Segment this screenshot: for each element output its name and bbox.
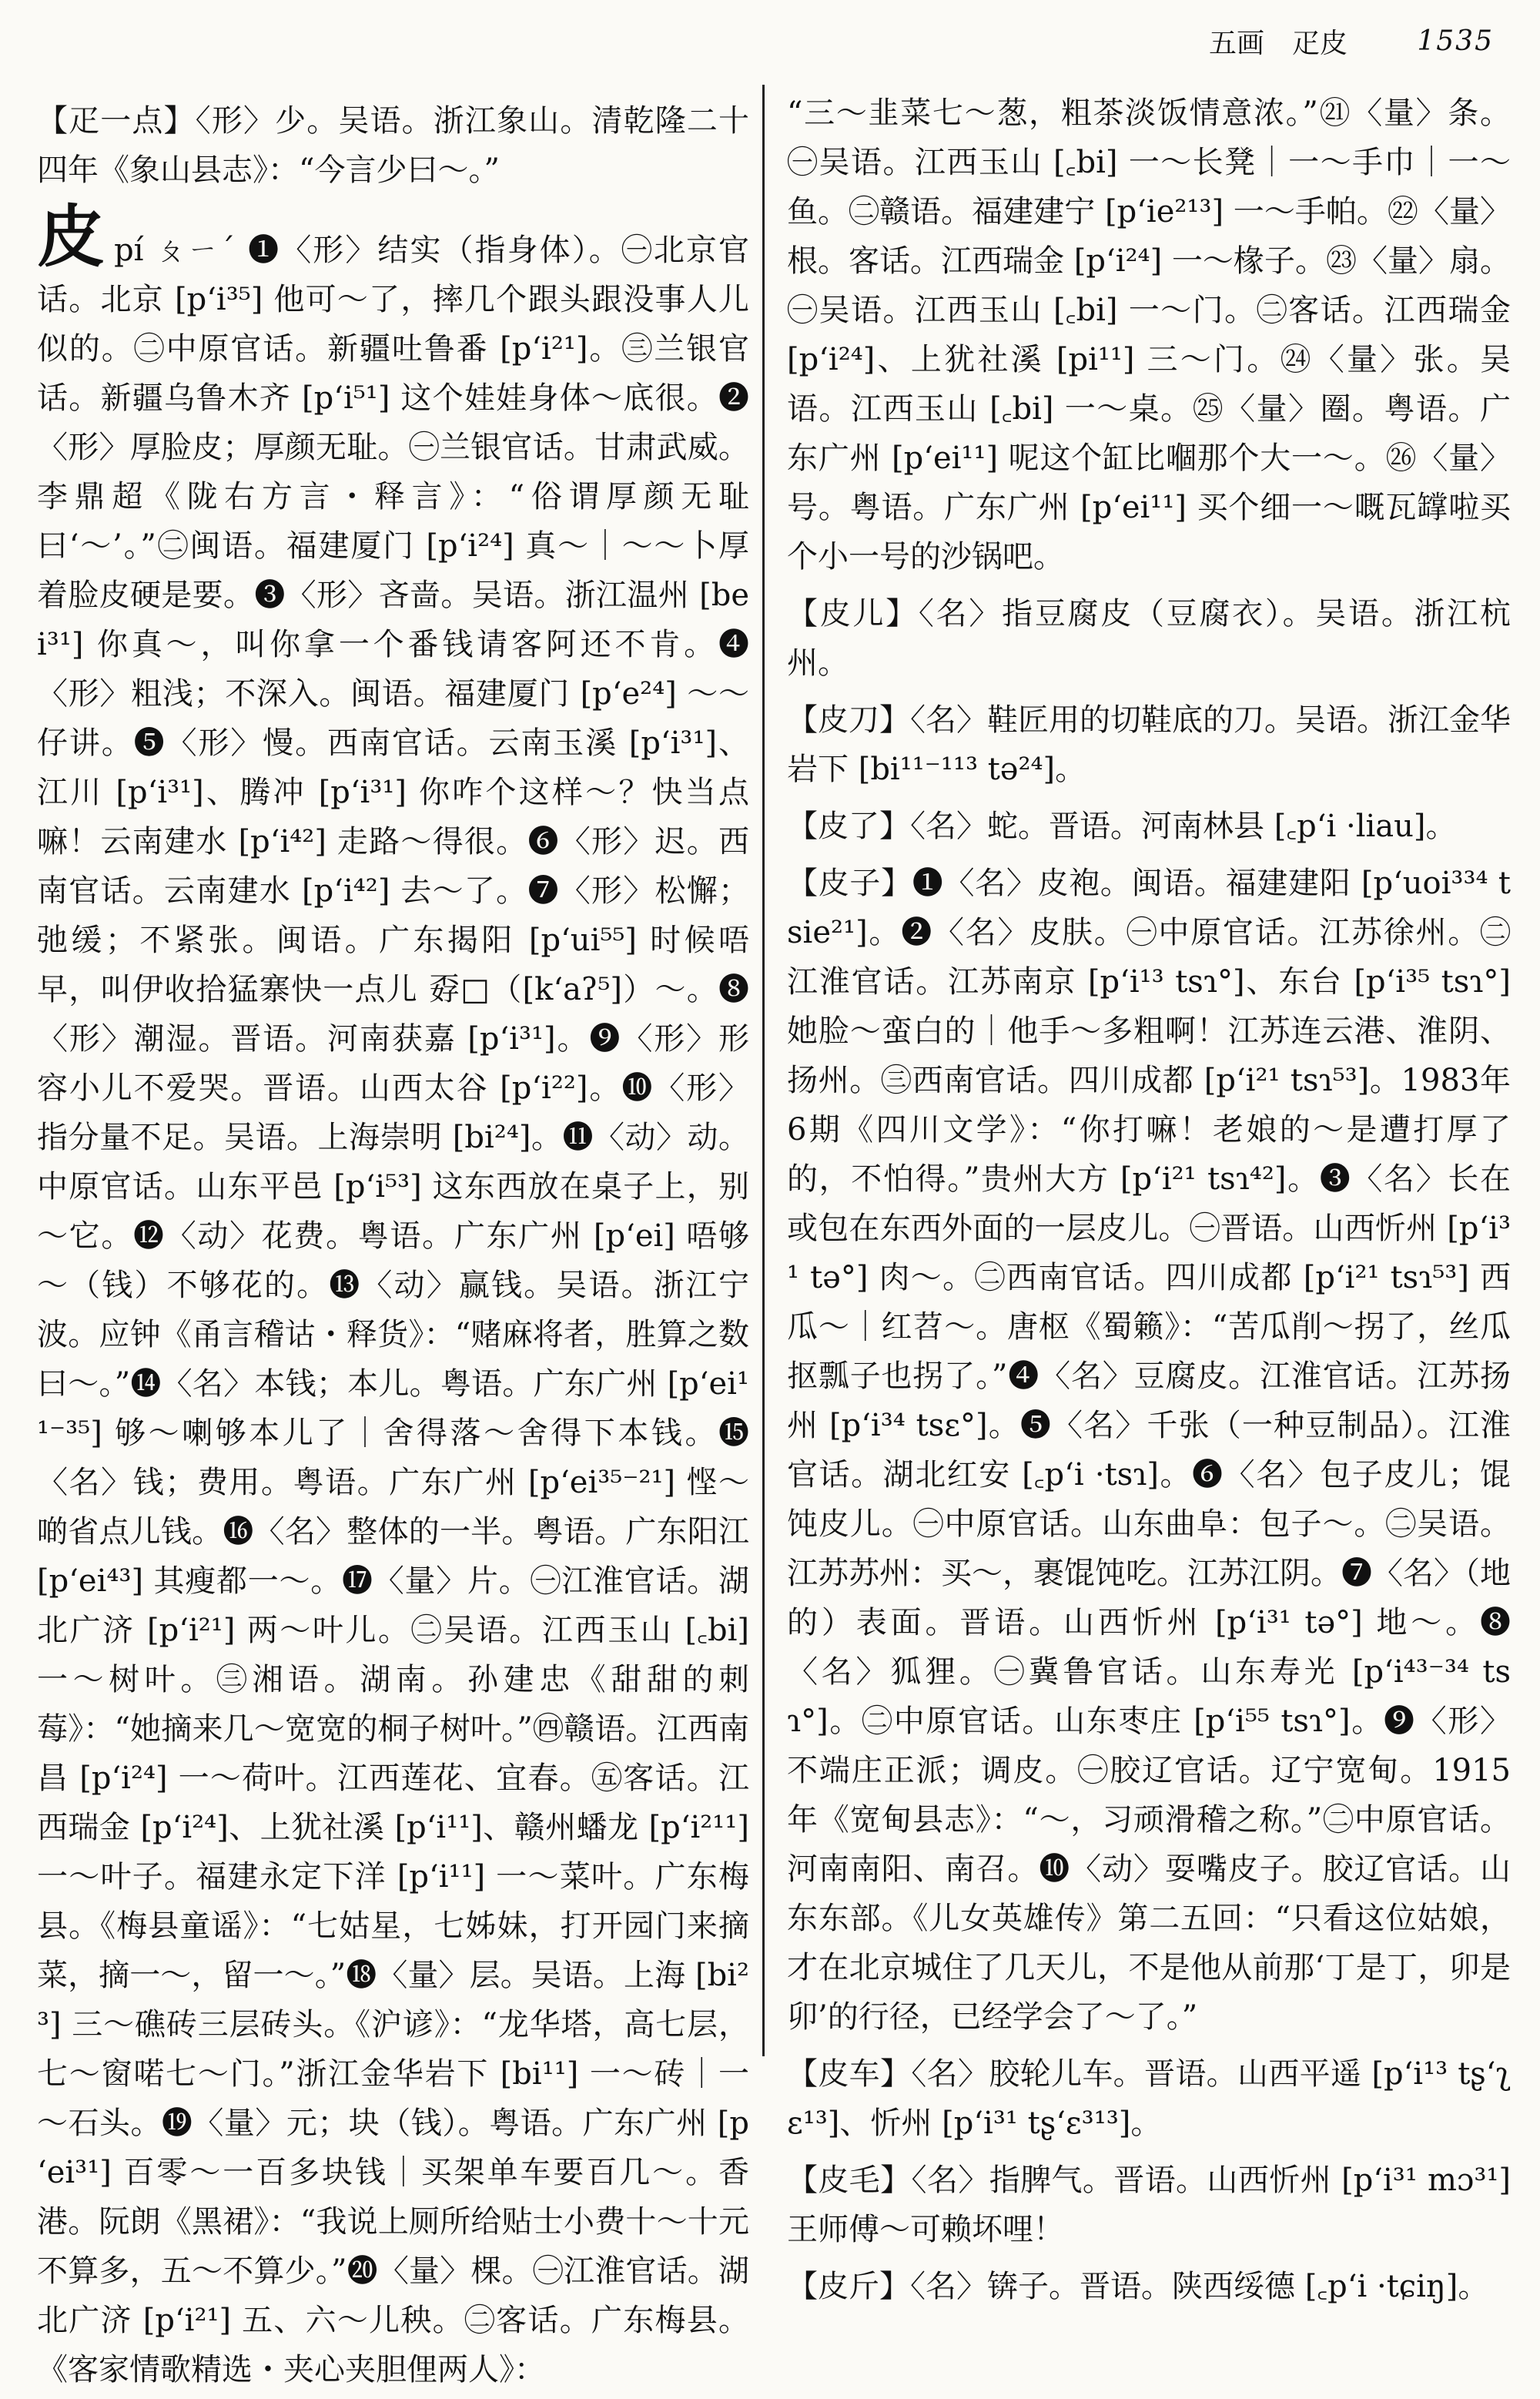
entry-pijin: 【皮斤】〈名〉锛子。晋语。陕西绥德 [꜀pʻi ·tɕiŋ]。 <box>787 2269 1489 2304</box>
entry-pimao: 【皮毛】〈名〉指脾气。晋语。山西忻州 [pʻi³¹ mɔ³¹] 王师傅～可赖坏哩！ <box>787 2163 1511 2247</box>
entry-pidao: 【皮刀】〈名〉鞋匠用的切鞋底的刀。吴语。浙江金华岩下 [bi¹¹⁻¹¹³ tə²⁴]。 <box>787 702 1511 787</box>
entry-pizi: 【皮子】❶〈名〉皮袍。闽语。福建建阳 [pʻuoi³³⁴ tsie²¹]。❷〈名〉皮肤。㊀中原官话。江苏徐州。㊁江淮官话。江苏南京 [pʻi¹³ tsɿ°]、东台 [pʻi³⁵ tsɿ°] 她脸～蛮白的｜他手～多粗啊！江苏连云港、淮阴、扬州。㊂西南官话。四川成都 [pʻi²¹ tsɿ⁵³]。1983年6期《四川文学》：“你打嘛！老娘的～是遭打厚了的，不怕得。”贵州大方 [pʻi²¹ tsɿ⁴²]。❸〈名〉长在或包在东西外面的一层皮儿。㊀晋语。山西忻州 [pʻi³¹ tə°] 肉～。㊁西南官话。四川成都 [pʻi²¹ tsɿ⁵³] 西瓜～｜红苕～。唐枢《蜀籁》：“苦瓜削～拐了，丝瓜抠瓢子也拐了。”❹〈名〉豆腐皮。江淮官话。江苏扬州 [pʻi³⁴ tsɛ°]。❺〈名〉千张（一种豆制品）。江淮官话。湖北红安 [꜀pʻi ·tsɿ]。❻〈名〉包子皮儿；馄饨皮儿。㊀中原官话。山东曲阜：包子～。㊁吴语。江苏苏州：买～，裹馄饨吃。江苏江阴。❼〈名〉（地的）表面。晋语。山西忻州 [pʻi³¹ tə°] 地～。❽〈名〉狐狸。㊀冀鲁官话。山东寿光 [pʻi⁴³⁻³⁴ tsɿ°]。㊁中原官话。山东枣庄 [pʻi⁵⁵ tsɿ°]。❾〈形〉不端庄正派；调皮。㊀胶辽官话。辽宁宽甸。1915年《宽甸县志》：“～，习顽滑稽之称。”㊁中原官话。河南南阳、南召。❿〈动〉耍嘴皮子。胶辽官话。山东东部。《儿女英雄传》第二五回：“只看这位姑娘，才在北京城住了几天儿，不是他从前那‘丁是丁，卯是卯’的行径，已经学会了～了。” <box>787 866 1511 2035</box>
entry-piche: 【皮车】〈名〉胶轮儿车。晋语。山西平遥 [pʻi¹³ tʂʻʅɛ¹³]、忻州 [pʻi³¹ tʂʻɛ³¹³]。 <box>787 2056 1511 2141</box>
entry-pi-continuation: “三～韭菜七～葱，粗茶淡饭情意浓。”㉑〈量〉条。㊀吴语。江西玉山 [꜀bi] 一～长凳｜一～手巾｜一～鱼。㊁赣语。福建建宁 [pʻie²¹³] 一～手帕。㉒〈量〉根。客话。江西瑞金 [pʻi²⁴] 一～椽子。㉓〈量〉扇。㊀吴语。江西玉山 [꜀bi] 一～门。㊁客话。江西瑞金 [pʻi²⁴]、上犹社溪 [pi¹¹] 三～门。㉔〈量〉张。吴语。江西玉山 [꜀bi] 一～桌。㉕〈量〉圈。粤语。广东广州 [pʻei¹¹] 呢这个缸比嗰那个大一～。㉖〈量〉号。粤语。广东广州 [pʻei¹¹] 买个细一～嘅瓦罉啦买个小一号的沙锅吧。 <box>787 95 1511 575</box>
headword-definitions: pí ㄆㄧˊ ❶〈形〉结实（指身体）。㊀北京官话。北京 [pʻi³⁵] 他可～了，摔几个跟头跟没事人儿似的。㊁中原官话。新疆吐鲁番 [pʻi²¹]。㊂兰银官话。新疆乌鲁木齐 [pʻi⁵¹] 这个娃娃身体～底很。❷〈形〉厚脸皮；厚颜无耻。㊀兰银官话。甘肃武威。李鼎超《陇右方言・释言》：“俗谓厚颜无耻曰‘～’。”㊁闽语。福建厦门 [pʻi²⁴] 真～｜～～卜厚着脸皮硬是要。❸〈形〉吝啬。吴语。浙江温州 [bei³¹] 你真～，叫你拿一个番钱请客阿还不肯。❹〈形〉粗浅；不深入。闽语。福建厦门 [pʻe²⁴] ～～仔讲。❺〈形〉慢。西南官话。云南玉溪 [pʻi³¹]、江川 [pʻi³¹]、腾冲 [pʻi³¹] 你咋个这样～？快当点嘛！云南建水 [pʻi⁴²] 走路～得很。❻〈形〉迟。西南官话。云南建水 [pʻi⁴²] 去～了。❼〈形〉松懈；弛缓；不紧张。闽语。广东揭阳 [pʻui⁵⁵] 时候唔早，叫伊收拾猛寨快一点儿 孬□（[kʻaʔ⁵]）～。❽〈形〉潮湿。晋语。河南获嘉 [pʻi³¹]。❾〈形〉形容小儿不爱哭。晋语。山西太谷 [pʻi²²]。❿〈形〉指分量不足。吴语。上海崇明 [bi²⁴]。⓫〈动〉动。中原官话。山东平邑 [pʻi⁵³] 这东西放在桌子上，别～它。⓬〈动〉花费。粤语。广东广州 [pʻei] 唔够～（钱）不够花的。⓭〈动〉赢钱。吴语。浙江宁波。应钟《甬言稽诂・释货》：“赌麻将者，胜算之数曰～。”⓮〈名〉本钱；本儿。粤语。广东广州 [pʻei¹¹⁻³⁵] 够～喇够本儿了｜舍得落～舍得下本钱。⓯〈名〉钱；费用。粤语。广东广州 [pʻei³⁵⁻²¹] 悭～啲省点儿钱。⓰〈名〉整体的一半。粤语。广东阳江 [pʻei⁴³] 其瘦都一～。⓱〈量〉片。㊀江淮官话。湖北广济 [pʻi²¹] 两～叶儿。㊁吴语。江西玉山 [꜀bi] 一～树叶。㊂湘语。湖南。孙建忠《甜甜的刺莓》：“她摘来几～宽宽的桐子树叶。”㊃赣语。江西南昌 [pʻi²⁴] 一～荷叶。江西莲花、宜春。㊄客话。江西瑞金 [pʻi²⁴]、上犹社溪 [pʻi¹¹]、赣州蟠龙 [pʻi²¹¹] 一～叶子。福建永定下洋 [pʻi¹¹] 一～菜叶。广东梅县。《梅县童谣》：“七姑星，七姊妹，打开园门来摘菜，摘一～，留一～。”⓲〈量〉层。吴语。上海 [bi²³] 三～礁砖三层砖头。《沪谚》：“龙华塔，高七层，七～窗喏七～门。”浙江金华岩下 [bi¹¹] 一～砖｜一～石头。⓳〈量〉元；块（钱）。粤语。广东广州 [pʻei³¹] 百零～一百多块钱｜买架单车要百几～。香港。阮朗《黑裙》：“我说上厕所给贴士小费十～十元不算多，五～不算少。”⓴〈量〉棵。㊀江淮官话。湖北广济 [pʻi²¹] 五、六～儿秧。㊁客话。广东梅县。《客家情歌精选・夹心夹胆俚两人》： <box>37 233 749 2387</box>
right-column <box>787 89 1511 2316</box>
page-header <box>1209 22 1494 61</box>
entry-piliao: 【皮了】〈名〉蛇。晋语。河南林县 [꜀pʻi ·liau]。 <box>787 809 1457 844</box>
entry-pi <box>37 196 749 2394</box>
page-number: 1535 <box>1417 25 1494 57</box>
section-title: 五画 疋皮 <box>1209 28 1348 59</box>
column-divider <box>762 85 765 2056</box>
entry-pier: 【皮儿】〈名〉指豆腐皮（豆腐衣）。吴语。浙江杭州。 <box>787 596 1511 681</box>
left-column <box>37 89 749 2399</box>
entry-pi-yidian: 【疋一点】〈形〉少。吴语。浙江象山。清乾隆二十四年《象山县志》：“今言少曰～。” <box>37 103 749 188</box>
headword-pi: 皮 <box>37 196 107 276</box>
